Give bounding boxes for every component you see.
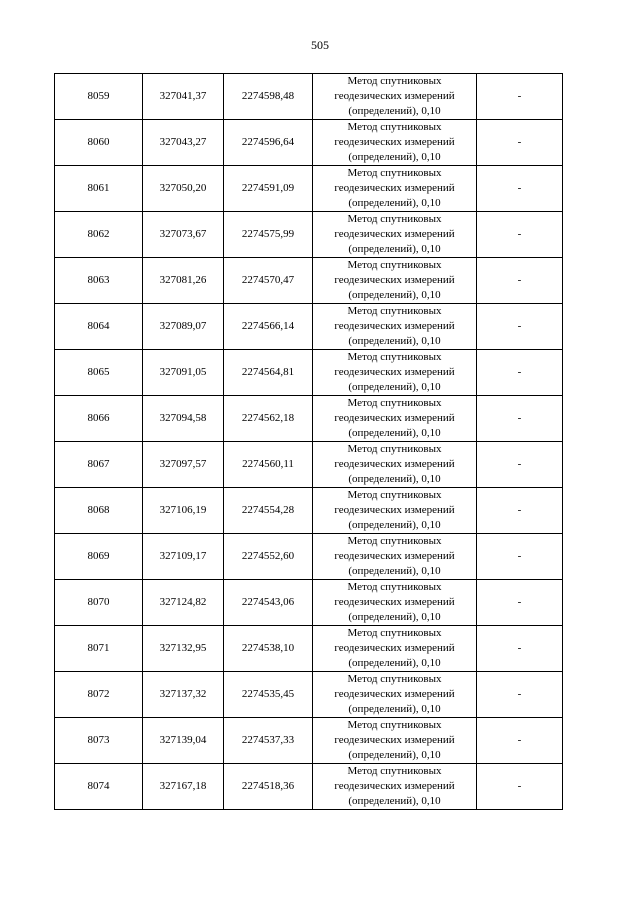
method-cell xyxy=(313,74,477,120)
x-coordinate-cell: 327094,58 xyxy=(143,396,224,442)
method-line-3: (определений), 0,10 xyxy=(348,289,441,301)
table-row xyxy=(55,764,563,810)
coordinates-table-body xyxy=(55,74,563,810)
table-row xyxy=(55,580,563,626)
point-number-cell: 8062 xyxy=(55,212,143,258)
method-line-3: (определений), 0,10 xyxy=(348,197,441,209)
note-cell: - xyxy=(477,580,563,626)
method-line-2: геодезических измерений xyxy=(334,274,455,286)
y-coordinate-cell: 2274560,11 xyxy=(224,442,313,488)
method-cell xyxy=(313,442,477,488)
y-coordinate-cell: 2274598,48 xyxy=(224,74,313,120)
point-number-cell: 8061 xyxy=(55,166,143,212)
method-cell xyxy=(313,120,477,166)
method-line-3: (определений), 0,10 xyxy=(348,749,441,761)
x-coordinate-cell: 327081,26 xyxy=(143,258,224,304)
x-coordinate-cell: 327124,82 xyxy=(143,580,224,626)
method-cell xyxy=(313,304,477,350)
method-cell xyxy=(313,350,477,396)
table-row xyxy=(55,350,563,396)
y-coordinate-cell: 2274562,18 xyxy=(224,396,313,442)
method-line-1: Метод спутниковых xyxy=(347,489,442,501)
x-coordinate-cell: 327041,37 xyxy=(143,74,224,120)
note-cell: - xyxy=(477,672,563,718)
y-coordinate-cell: 2274537,33 xyxy=(224,718,313,764)
method-cell xyxy=(313,672,477,718)
method-line-3: (определений), 0,10 xyxy=(348,473,441,485)
method-cell xyxy=(313,764,477,810)
x-coordinate-cell: 327167,18 xyxy=(143,764,224,810)
y-coordinate-cell: 2274566,14 xyxy=(224,304,313,350)
y-coordinate-cell: 2274564,81 xyxy=(224,350,313,396)
y-coordinate-cell: 2274543,06 xyxy=(224,580,313,626)
table-row xyxy=(55,74,563,120)
method-line-1: Метод спутниковых xyxy=(347,765,442,777)
method-line-2: геодезических измерений xyxy=(334,596,455,608)
method-line-2: геодезических измерений xyxy=(334,642,455,654)
method-line-1: Метод спутниковых xyxy=(347,75,442,87)
method-line-3: (определений), 0,10 xyxy=(348,427,441,439)
point-number-cell: 8070 xyxy=(55,580,143,626)
note-cell: - xyxy=(477,350,563,396)
table-row xyxy=(55,396,563,442)
table-row xyxy=(55,672,563,718)
method-line-2: геодезических измерений xyxy=(334,688,455,700)
x-coordinate-cell: 327139,04 xyxy=(143,718,224,764)
point-number-cell: 8060 xyxy=(55,120,143,166)
method-cell xyxy=(313,580,477,626)
y-coordinate-cell: 2274552,60 xyxy=(224,534,313,580)
x-coordinate-cell: 327043,27 xyxy=(143,120,224,166)
table-row xyxy=(55,442,563,488)
point-number-cell: 8068 xyxy=(55,488,143,534)
method-line-1: Метод спутниковых xyxy=(347,167,442,179)
table-row xyxy=(55,120,563,166)
method-line-3: (определений), 0,10 xyxy=(348,105,441,117)
method-line-1: Метод спутниковых xyxy=(347,213,442,225)
y-coordinate-cell: 2274596,64 xyxy=(224,120,313,166)
method-cell xyxy=(313,718,477,764)
method-line-3: (определений), 0,10 xyxy=(348,703,441,715)
point-number-cell: 8073 xyxy=(55,718,143,764)
y-coordinate-cell: 2274518,36 xyxy=(224,764,313,810)
y-coordinate-cell: 2274535,45 xyxy=(224,672,313,718)
note-cell: - xyxy=(477,718,563,764)
note-cell: - xyxy=(477,488,563,534)
method-line-1: Метод спутниковых xyxy=(347,305,442,317)
method-cell xyxy=(313,212,477,258)
method-line-3: (определений), 0,10 xyxy=(348,243,441,255)
method-line-3: (определений), 0,10 xyxy=(348,565,441,577)
method-line-2: геодезических измерений xyxy=(334,550,455,562)
table-row xyxy=(55,626,563,672)
note-cell: - xyxy=(477,74,563,120)
note-cell: - xyxy=(477,120,563,166)
table-row xyxy=(55,258,563,304)
y-coordinate-cell: 2274538,10 xyxy=(224,626,313,672)
table-row xyxy=(55,304,563,350)
table-row xyxy=(55,534,563,580)
point-number-cell: 8063 xyxy=(55,258,143,304)
table-row xyxy=(55,718,563,764)
method-line-3: (определений), 0,10 xyxy=(348,795,441,807)
method-line-1: Метод спутниковых xyxy=(347,443,442,455)
x-coordinate-cell: 327050,20 xyxy=(143,166,224,212)
method-line-1: Метод спутниковых xyxy=(347,581,442,593)
method-line-1: Метод спутниковых xyxy=(347,673,442,685)
method-line-2: геодезических измерений xyxy=(334,504,455,516)
x-coordinate-cell: 327089,07 xyxy=(143,304,224,350)
method-cell xyxy=(313,626,477,672)
point-number-cell: 8064 xyxy=(55,304,143,350)
note-cell: - xyxy=(477,764,563,810)
method-line-3: (определений), 0,10 xyxy=(348,381,441,393)
method-line-1: Метод спутниковых xyxy=(347,535,442,547)
method-line-2: геодезических измерений xyxy=(334,366,455,378)
point-number-cell: 8072 xyxy=(55,672,143,718)
x-coordinate-cell: 327106,19 xyxy=(143,488,224,534)
method-line-3: (определений), 0,10 xyxy=(348,151,441,163)
point-number-cell: 8059 xyxy=(55,74,143,120)
point-number-cell: 8071 xyxy=(55,626,143,672)
method-line-2: геодезических измерений xyxy=(334,228,455,240)
x-coordinate-cell: 327137,32 xyxy=(143,672,224,718)
x-coordinate-cell: 327091,05 xyxy=(143,350,224,396)
note-cell: - xyxy=(477,534,563,580)
x-coordinate-cell: 327097,57 xyxy=(143,442,224,488)
y-coordinate-cell: 2274554,28 xyxy=(224,488,313,534)
method-line-3: (определений), 0,10 xyxy=(348,519,441,531)
method-line-1: Метод спутниковых xyxy=(347,719,442,731)
table-row xyxy=(55,488,563,534)
note-cell: - xyxy=(477,396,563,442)
method-line-3: (определений), 0,10 xyxy=(348,335,441,347)
x-coordinate-cell: 327109,17 xyxy=(143,534,224,580)
method-line-1: Метод спутниковых xyxy=(347,351,442,363)
method-line-2: геодезических измерений xyxy=(334,458,455,470)
page-number: 505 xyxy=(311,38,329,52)
point-number-cell: 8074 xyxy=(55,764,143,810)
method-cell xyxy=(313,166,477,212)
method-line-1: Метод спутниковых xyxy=(347,259,442,271)
y-coordinate-cell: 2274591,09 xyxy=(224,166,313,212)
method-line-2: геодезических измерений xyxy=(334,182,455,194)
note-cell: - xyxy=(477,304,563,350)
point-number-cell: 8067 xyxy=(55,442,143,488)
method-cell xyxy=(313,488,477,534)
method-line-2: геодезических измерений xyxy=(334,780,455,792)
method-line-2: геодезических измерений xyxy=(334,136,455,148)
point-number-cell: 8069 xyxy=(55,534,143,580)
note-cell: - xyxy=(477,212,563,258)
note-cell: - xyxy=(477,258,563,304)
method-cell xyxy=(313,534,477,580)
method-line-2: геодезических измерений xyxy=(334,90,455,102)
method-line-2: геодезических измерений xyxy=(334,320,455,332)
x-coordinate-cell: 327132,95 xyxy=(143,626,224,672)
point-number-cell: 8066 xyxy=(55,396,143,442)
table-row xyxy=(55,166,563,212)
point-number-cell: 8065 xyxy=(55,350,143,396)
note-cell: - xyxy=(477,166,563,212)
method-line-2: геодезических измерений xyxy=(334,734,455,746)
method-line-3: (определений), 0,10 xyxy=(348,611,441,623)
y-coordinate-cell: 2274570,47 xyxy=(224,258,313,304)
method-line-1: Метод спутниковых xyxy=(347,121,442,133)
method-line-1: Метод спутниковых xyxy=(347,397,442,409)
method-line-2: геодезических измерений xyxy=(334,412,455,424)
x-coordinate-cell: 327073,67 xyxy=(143,212,224,258)
note-cell: - xyxy=(477,442,563,488)
coordinates-table xyxy=(54,73,563,810)
y-coordinate-cell: 2274575,99 xyxy=(224,212,313,258)
note-cell: - xyxy=(477,626,563,672)
method-cell xyxy=(313,396,477,442)
table-row xyxy=(55,212,563,258)
method-cell xyxy=(313,258,477,304)
method-line-3: (определений), 0,10 xyxy=(348,657,441,669)
method-line-1: Метод спутниковых xyxy=(347,627,442,639)
